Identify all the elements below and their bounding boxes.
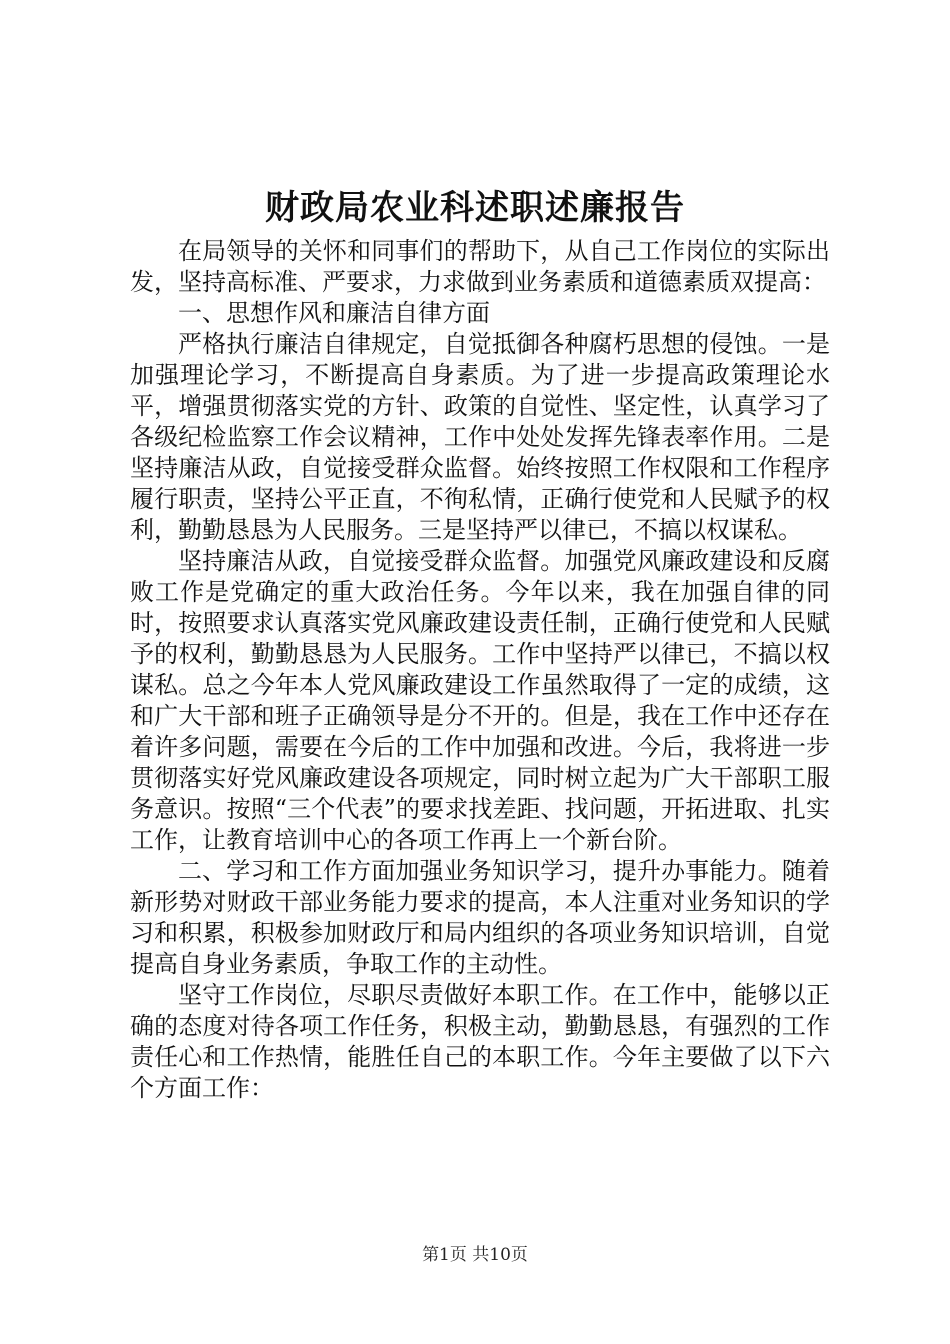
document-title: 财政局农业科述职述廉报告 <box>265 188 685 228</box>
paragraph-integrity: 坚持廉洁从政，自觉接受群众监督。加强党风廉政建设和反腐败工作是党确定的重大政治任务。今年以来，我在加强自律的同时，按照要求认真落实党风廉政建设责任制，正确行使党和人民赋予的权利，勤勤恳恳为人民服务。工作中坚持严以律已，不搞以权谋私。总之今年本人党风廉政建设工作虽然取得了一定的成绩，这和广大干部和班子正确领导是分不开的。但是，我在工作中还存在着许多问题，需要在今后的工作中加强和改进。今后，我将进一步贯彻落实好党风廉政建设各项规定，同时树立起为广大干部职工服务意识。按照“三个代表”的要求找差距、找问题，开拓进取、扎实工作，让教育培训中心的各项工作再上一个新台阶。 <box>130 547 830 854</box>
paragraph-self-discipline: 严格执行廉洁自律规定，自觉抵御各种腐朽思想的侵蚀。一是加强理论学习，不断提高自身素质。为了进一步提高政策理论水平，增强贯彻落实党的方针、政策的自觉性、坚定性，认真学习了各级纪检监察工作会议精神，工作中处处发挥先锋表率作用。二是坚持廉洁从政，自觉接受群众监督。始终按照工作权限和工作程序履行职责，坚持公平正直，不徇私情，正确行使党和人民赋予的权利，勤勤恳恳为人民服务。三是坚持严以律已，不搞以权谋私。 <box>130 330 830 544</box>
section-heading-1: 一、思想作风和廉洁自律方面 <box>178 299 490 327</box>
page-number-footer: 第1页 共10页 <box>422 1245 528 1265</box>
paragraph-intro: 在局领导的关怀和同事们的帮助下，从自己工作岗位的实际出发，坚持高标准、严要求，力求做到业务素质和道德素质双提高： <box>130 237 830 296</box>
paragraph-study-work: 二、学习和工作方面加强业务知识学习，提升办事能力。随着新形势对财政干部业务能力要求的提高，本人注重对业务知识的学习和积累，积极参加财政厅和局内组织的各项业务知识培训，自觉提高自身业务素质，争取工作的主动性。 <box>130 857 830 978</box>
document-body <box>130 236 830 1104</box>
paragraph-duty: 坚守工作岗位，尽职尽责做好本职工作。在工作中，能够以正确的态度对待各项工作任务，积极主动，勤勤恳恳，有强烈的工作责任心和工作热情，能胜任自己的本职工作。今年主要做了以下六个方面工作： <box>130 981 830 1102</box>
